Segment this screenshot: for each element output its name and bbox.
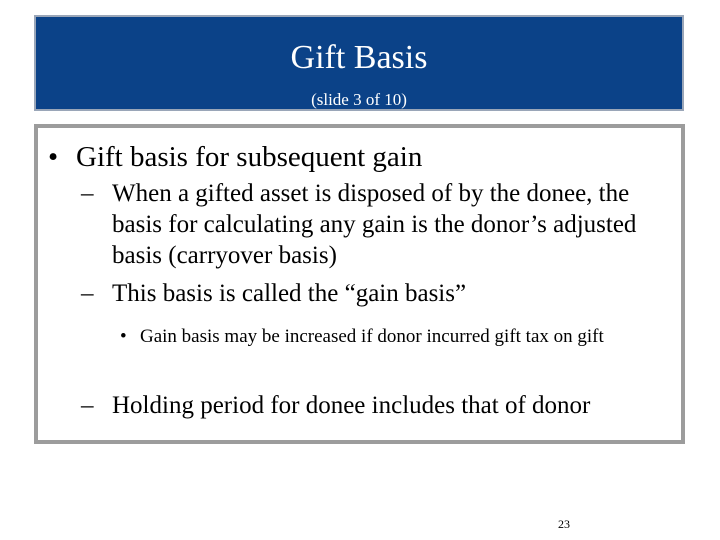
bullet-mark: • [48, 141, 59, 173]
dash-mark: – [81, 180, 94, 207]
sub-bullet-text: This basis is called the “gain basis” [112, 280, 467, 307]
sub-bullet-carryover [81, 178, 671, 271]
page-number: 23 [558, 517, 570, 531]
sub-bullet-holding-period [81, 390, 671, 421]
title-banner [34, 15, 684, 111]
bullet-level3 [120, 325, 660, 349]
slide-title: Gift Basis [290, 39, 428, 76]
bullet-mark: • [120, 326, 127, 347]
bullet-text: Gift basis for subsequent gain [76, 141, 423, 173]
bullet-text: Gain basis may be increased if donor incurred gift tax on gift [140, 326, 604, 347]
sub-bullet-text: Holding period for donee includes that of donor [112, 392, 591, 419]
dash-mark: – [81, 280, 94, 307]
sub-bullet-gain-basis [81, 278, 671, 309]
bullet-level1 [48, 140, 422, 174]
dash-mark: – [81, 392, 94, 419]
slide-subtitle: (slide 3 of 10) [311, 90, 407, 109]
content-panel [34, 124, 685, 444]
sub-bullet-text: When a gifted asset is disposed of by the donee, the basis for calculating any gain is the donor’s adjusted basis (carryover basis) [112, 180, 637, 269]
